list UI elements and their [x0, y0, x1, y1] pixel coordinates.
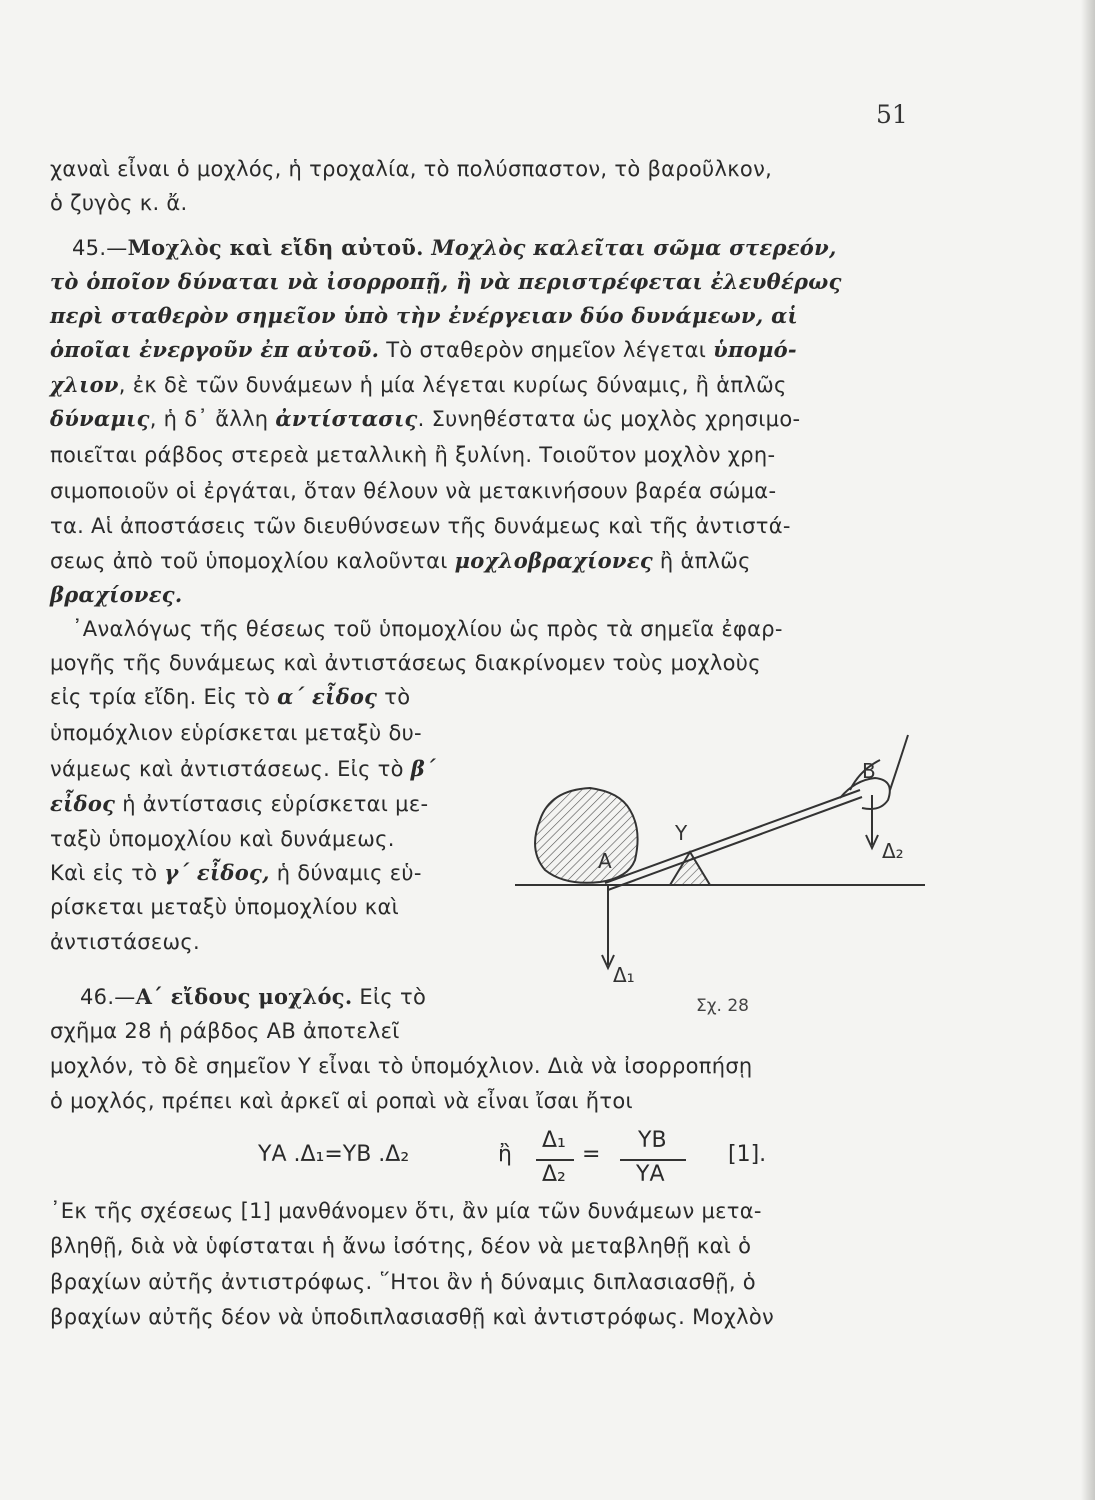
text-line-26: μοχλόν, τὸ δὲ σημεῖον Υ εἶναι τὸ ὑπομόχλιον. Διὰ νὰ ἰσορροπήσῃ: [50, 1054, 753, 1078]
text-line-16: εἰς τρία εἴδη. Εἰς τὸ α΄ εἶδος τὸ: [50, 684, 411, 709]
text-line-29: βληθῇ, διὰ νὰ ὑφίσταται ἡ ἄνω ἰσότης, δέον νὰ μεταβληθῇ καὶ ὁ: [50, 1234, 752, 1258]
text-line-10: σιμοποιοῦν οἱ ἐργάται, ὅταν θέλουν νὰ μετακινήσουν βαρέα σώμα-: [50, 479, 777, 503]
section-number: 46.—: [80, 985, 136, 1009]
text-line-15: μογῆς τῆς δυνάμεως καὶ ἀντιστάσεως διακρίνομεν τοὺς μοχλοὺς: [50, 651, 761, 675]
text-line-28: ᾿Εκ τῆς σχέσεως [1] μανθάνομεν ὅτι, ἂν μία τῶν δυνάμεων μετα-: [50, 1199, 762, 1223]
text-line-2: ὁ ζυγὸς κ. ἄ.: [50, 191, 188, 215]
rock-shape: [535, 788, 638, 883]
text-line-21: Καὶ εἰς τὸ γ΄ εἶδος, ἡ δύναμις εὑ-: [50, 860, 422, 885]
section-46-heading: 46.—Α΄ εἴδους μοχλός. Εἰς τὸ: [80, 984, 427, 1009]
text-line-13: βραχίονες.: [50, 582, 183, 607]
label-b: Β: [862, 759, 876, 783]
text-line-27: ὁ μοχλός, πρέπει καὶ ἀρκεῖ αἱ ροπαὶ νὰ εἶναι ἴσαι ἤτοι: [50, 1089, 633, 1113]
text-line-6: ὁποῖαι ἐνεργοῦν ἐπ αὐτοῦ. Τὸ σταθερὸν σημεῖον λέγεται ὑπομό-: [50, 337, 797, 362]
text-line-5: περὶ σταθερὸν σημεῖον ὑπὸ τὴν ἐνέργειαν δύο δυνάμεων, αἱ: [50, 303, 799, 328]
text-line-25: σχῆμα 28 ἡ ράβδος ΑΒ ἀποτελεῖ: [50, 1019, 400, 1043]
label-d1: Δ₁: [613, 963, 635, 987]
lever-formula: [258, 1128, 818, 1188]
definition-start: Μοχλὸς καλεῖται σῶμα στερεόν,: [423, 235, 837, 260]
text-line-11: τα. Αἱ ἀποστάσεις τῶν διευθύνσεων τῆς δυνάμεως καὶ τῆς ἀντιστά-: [50, 514, 791, 538]
formula-or: ἢ: [498, 1142, 512, 1167]
fraction-bar-right: [620, 1159, 686, 1161]
text-line-19: εἶδος ἡ ἀντίστασις εὑρίσκεται με-: [50, 791, 429, 816]
formula-lhs: ΥΑ .Δ₁=ΥΒ .Δ₂: [258, 1142, 410, 1167]
text-line-18: νάμεως καὶ ἀντιστάσεως. Εἰς τὸ β΄: [50, 756, 436, 781]
page-number: 51: [876, 100, 908, 129]
section-45-heading: [72, 233, 837, 263]
book-spine-shadow: [1081, 0, 1095, 1500]
text-line-23: ἀντιστάσεως.: [50, 930, 200, 954]
text-line-1: χαναὶ εἶναι ὁ μοχλός, ἡ τροχαλία, τὸ πολύσπαστον, τὸ βαροῦλκον,: [50, 157, 773, 181]
text-line-8: δύναμις, ἡ δ᾽ ἄλλη ἀντίστασις. Συνηθέστατα ὡς μοχλὸς χρησιμο-: [50, 406, 801, 431]
figure-caption: Σχ. 28: [696, 996, 750, 1016]
text-line-31: βραχίων αὐτῆς δέον νὰ ὑποδιπλασιασθῇ καὶ ἀντιστρόφως. Μοχλὸν: [50, 1305, 775, 1329]
formula-num-left: Δ₁: [542, 1128, 566, 1153]
formula-ref: [1].: [728, 1142, 767, 1167]
lever-bar: [605, 790, 860, 883]
text-line-9: ποιεῖται ράβδος στερεὰ μεταλλικὴ ἢ ξυλίνη. Τοιοῦτον μοχλὸν χρη-: [50, 443, 776, 467]
formula-num-right: ΥΒ: [638, 1128, 667, 1153]
label-a: Α: [598, 849, 612, 873]
text-line-30: βραχίων αὐτῆς ἀντιστρόφως. ῞Ητοι ἂν ἡ δύναμις διπλασιασθῇ, ὁ: [50, 1270, 756, 1294]
text-line-20: ταξὺ ὑπομοχλίου καὶ δυνάμεως.: [50, 827, 395, 851]
text-line-17: ὑπομόχλιον εὑρίσκεται μεταξὺ δυ-: [50, 721, 422, 745]
lever-bar-edge: [608, 797, 862, 890]
text-line-14: ᾿Αναλόγως τῆς θέσεως τοῦ ὑπομοχλίου ὡς πρὸς τὰ σημεῖα ἐφαρ-: [72, 617, 783, 641]
formula-den-left: Δ₂: [542, 1162, 566, 1187]
text-line-7: χλιον, ἐκ δὲ τῶν δυνάμεων ἡ μία λέγεται κυρίως δύναμις, ἢ ἁπλῶς: [50, 372, 787, 397]
lever-figure: [510, 700, 940, 1030]
section-number: 45.—: [72, 236, 128, 260]
section-title: Μοχλὸς καὶ εἴδη αὐτοῦ.: [127, 235, 424, 260]
section-title: Α΄ εἴδους μοχλός.: [135, 984, 353, 1009]
label-d2: Δ₂: [882, 839, 904, 863]
text-line-4: τὸ ὁποῖον δύναται νὰ ἰσορροπῇ, ἢ νὰ περιστρέφεται ἐλευθέρως: [50, 269, 842, 294]
formula-eq: =: [582, 1142, 601, 1167]
text-line-12: σεως ἀπὸ τοῦ ὑπομοχλίου καλοῦνται μοχλοβραχίονες ἢ ἁπλῶς: [50, 548, 751, 573]
fraction-bar-left: [536, 1159, 574, 1161]
text-line-22: ρίσκεται μεταξὺ ὑπομοχλίου καὶ: [50, 895, 399, 919]
formula-den-right: ΥΑ: [636, 1162, 665, 1187]
label-y: Υ: [675, 821, 688, 845]
